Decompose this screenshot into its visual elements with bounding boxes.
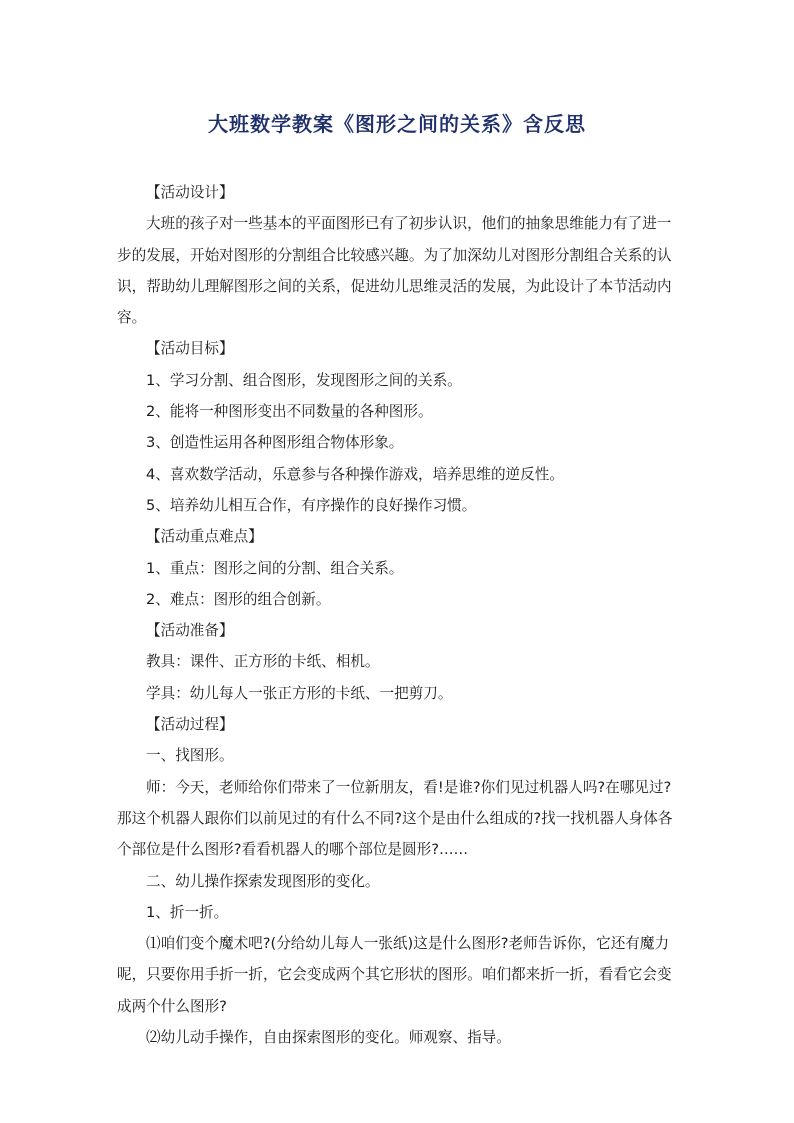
preparation-item: 教具：课件、正方形的卡纸、相机。 [146, 653, 380, 671]
section-heading-key-points: 【活动重点难点】 [146, 528, 263, 546]
preparation-item: 学具：幼儿每人一张正方形的卡纸、一把剪刀。 [146, 684, 453, 702]
key-point-item: 1、重点：图形之间的分割、组合关系。 [146, 559, 404, 577]
key-point-item: 2、难点：图形的组合创新。 [146, 590, 331, 608]
section-heading-process: 【活动过程】 [146, 716, 234, 734]
process-paragraph: ⑵幼儿动手操作，自由探索图形的变化。师观察、指导。 [146, 1029, 511, 1047]
process-substep-heading: 1、折一折。 [146, 903, 229, 921]
goal-item: 2、能将一种图形变出不同数量的各种图形。 [146, 403, 433, 421]
section-heading-design: 【活动设计】 [146, 184, 234, 201]
goal-item: 4、喜欢数学活动，乐意参与各种操作游戏，培养思维的逆反性。 [146, 465, 564, 483]
section-heading-goals: 【活动目标】 [146, 340, 234, 358]
document-body [117, 177, 679, 1053]
goal-item: 3、创造性运用各种图形组合物体形象。 [146, 434, 404, 452]
goal-item: 5、培养幼儿相互合作，有序操作的良好操作习惯。 [146, 496, 477, 514]
design-paragraph: 大班的孩子对一些基本的平面图形已有了初步认识，他们的抽象思维能力有了进一步的发展，开始对图形的分割组合比较感兴趣。为了加深幼儿对图形分割组合关系的认识，帮助幼儿理解图形之间的关系，促进幼儿思维灵活的发展，为此设计了本节活动内容。 [117, 215, 672, 327]
document-title: 大班数学教案《图形之间的关系》含反思 [208, 112, 586, 136]
process-step-heading: 二、幼儿操作探索发现图形的变化。 [146, 872, 380, 890]
goal-item: 1、学习分割、组合图形，发现图形之间的关系。 [146, 371, 462, 389]
section-heading-preparation: 【活动准备】 [146, 622, 234, 640]
process-paragraph: ⑴咱们变个魔术吧?(分给幼儿每人一张纸)这是什么图形?老师告诉你，它还有魔力呢，只要你用手折一折，它会变成两个其它形状的图形。咱们都来折一折，看看它会变成两个什么图形? [117, 935, 672, 1015]
process-paragraph: 师：今天，老师给你们带来了一位新朋友，看!是谁?你们见过机器人吗?在哪见过?那这个机器人跟你们以前见过的有什么不同?这个是由什么组成的?找一找机器人身体各个部位是什么图形?看看机器人的哪个部位是圆形?…… [117, 778, 673, 859]
process-step-heading: 一、找图形。 [146, 747, 234, 765]
